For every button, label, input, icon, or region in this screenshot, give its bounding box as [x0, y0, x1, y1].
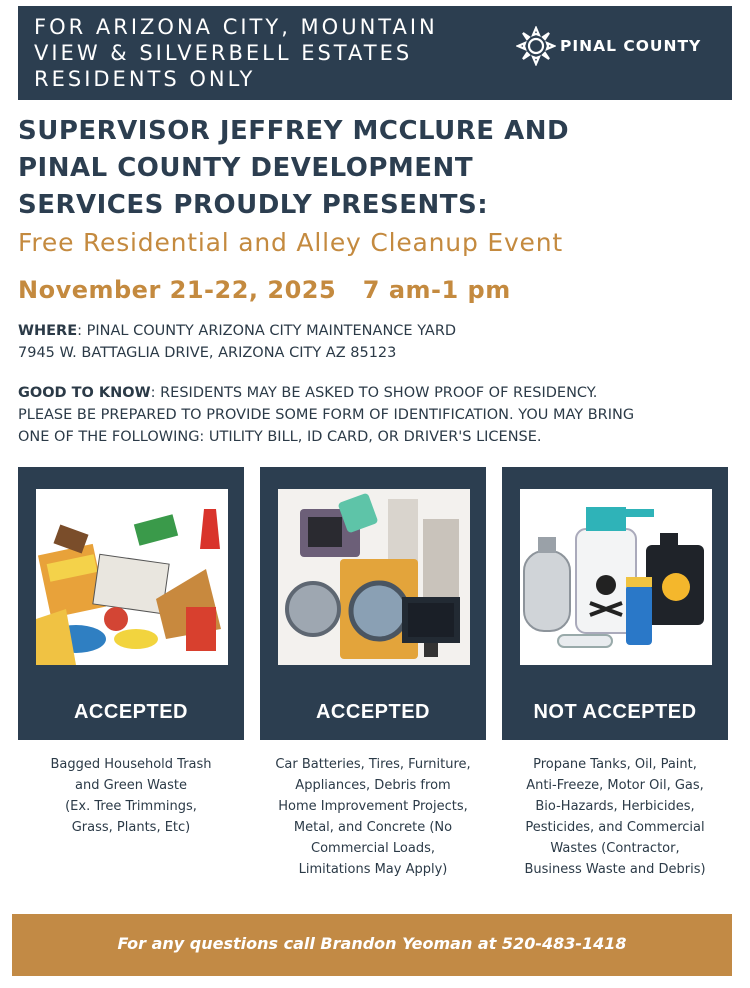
household-trash-illustration: [36, 489, 228, 665]
headline-line: PINAL COUNTY DEVELOPMENT: [18, 153, 474, 183]
event-datetime: [18, 276, 511, 304]
contact-footer: [12, 914, 732, 976]
event-title: Free Residential and Alley Cleanup Event: [18, 228, 563, 257]
card-label: ACCEPTED: [73, 701, 188, 723]
caption-line: Pesticides, and Commercial: [525, 820, 705, 835]
where-address: 7945 W. BATTAGLIA DRIVE, ARIZONA CITY AZ 85123: [18, 345, 397, 361]
card-label: NOT ACCEPTED: [533, 701, 697, 723]
event-time: 7 am-1 pm: [362, 276, 511, 304]
top-banner: [18, 6, 732, 100]
where-label: WHERE: [18, 323, 78, 339]
good-to-know-text: ONE OF THE FOLLOWING: UTILITY BILL, ID CARD, OR DRIVER'S LICENSE.: [18, 429, 542, 445]
caption-line: Wastes (Contractor,: [550, 841, 680, 856]
sunburst-logo-icon: [516, 26, 556, 66]
contact-info: For any questions call Brandon Yeoman at 520-483-1418: [117, 934, 627, 953]
headline-line: SUPERVISOR JEFFREY MCCLURE AND: [18, 116, 570, 146]
good-to-know-text: : RESIDENTS MAY BE ASKED TO SHOW PROOF OF RESIDENCY.: [150, 385, 598, 401]
appliances-debris-illustration: [278, 489, 470, 665]
caption-line: Propane Tanks, Oil, Paint,: [533, 757, 697, 772]
caption-line: and Green Waste: [75, 778, 187, 793]
caption-line: Car Batteries, Tires, Furniture,: [275, 757, 471, 772]
caption-line: Home Improvement Projects,: [278, 799, 468, 814]
eligibility-notice: [34, 14, 438, 92]
caption-line: Commercial Loads,: [311, 841, 435, 856]
accepted-card-household: [18, 467, 244, 740]
event-date: November 21-22, 2025: [18, 276, 337, 304]
caption-line: Anti-Freeze, Motor Oil, Gas,: [526, 778, 704, 793]
headline-line: SERVICES PROUDLY PRESENTS:: [18, 190, 489, 220]
caption-line: Business Waste and Debris): [524, 862, 706, 877]
good-to-know-block: [18, 382, 634, 448]
caption-line: Bagged Household Trash: [50, 757, 212, 772]
card-label: ACCEPTED: [315, 701, 430, 723]
pinal-county-logo: [516, 26, 726, 70]
eligibility-line: VIEW & SILVERBELL ESTATES: [34, 41, 413, 65]
accepted-household-caption: [18, 754, 244, 838]
hazardous-materials-illustration: [520, 489, 712, 665]
not-accepted-card-hazardous: [502, 467, 728, 740]
good-to-know-text: PLEASE BE PREPARED TO PROVIDE SOME FORM OF IDENTIFICATION. YOU MAY BRING: [18, 407, 635, 423]
eligibility-line: RESIDENTS ONLY: [34, 67, 256, 91]
accepted-card-appliances: [260, 467, 486, 740]
where-block: [18, 320, 456, 364]
not-accepted-caption: [502, 754, 728, 880]
caption-line: Bio-Hazards, Herbicides,: [535, 799, 695, 814]
caption-line: (Ex. Tree Trimmings,: [65, 799, 197, 814]
caption-line: Metal, and Concrete (No: [293, 820, 453, 835]
where-location: : PINAL COUNTY ARIZONA CITY MAINTENANCE YARD: [77, 323, 457, 339]
eligibility-line: FOR ARIZONA CITY, MOUNTAIN: [34, 15, 438, 39]
caption-line: Grass, Plants, Etc): [71, 820, 191, 835]
caption-line: Appliances, Debris from: [295, 778, 451, 793]
accepted-appliances-caption: [260, 754, 486, 880]
logo-wordmark: PINAL COUNTY: [560, 37, 702, 55]
headline: [18, 113, 728, 224]
caption-line: Limitations May Apply): [298, 862, 448, 877]
good-to-know-label: GOOD TO KNOW: [18, 385, 151, 401]
